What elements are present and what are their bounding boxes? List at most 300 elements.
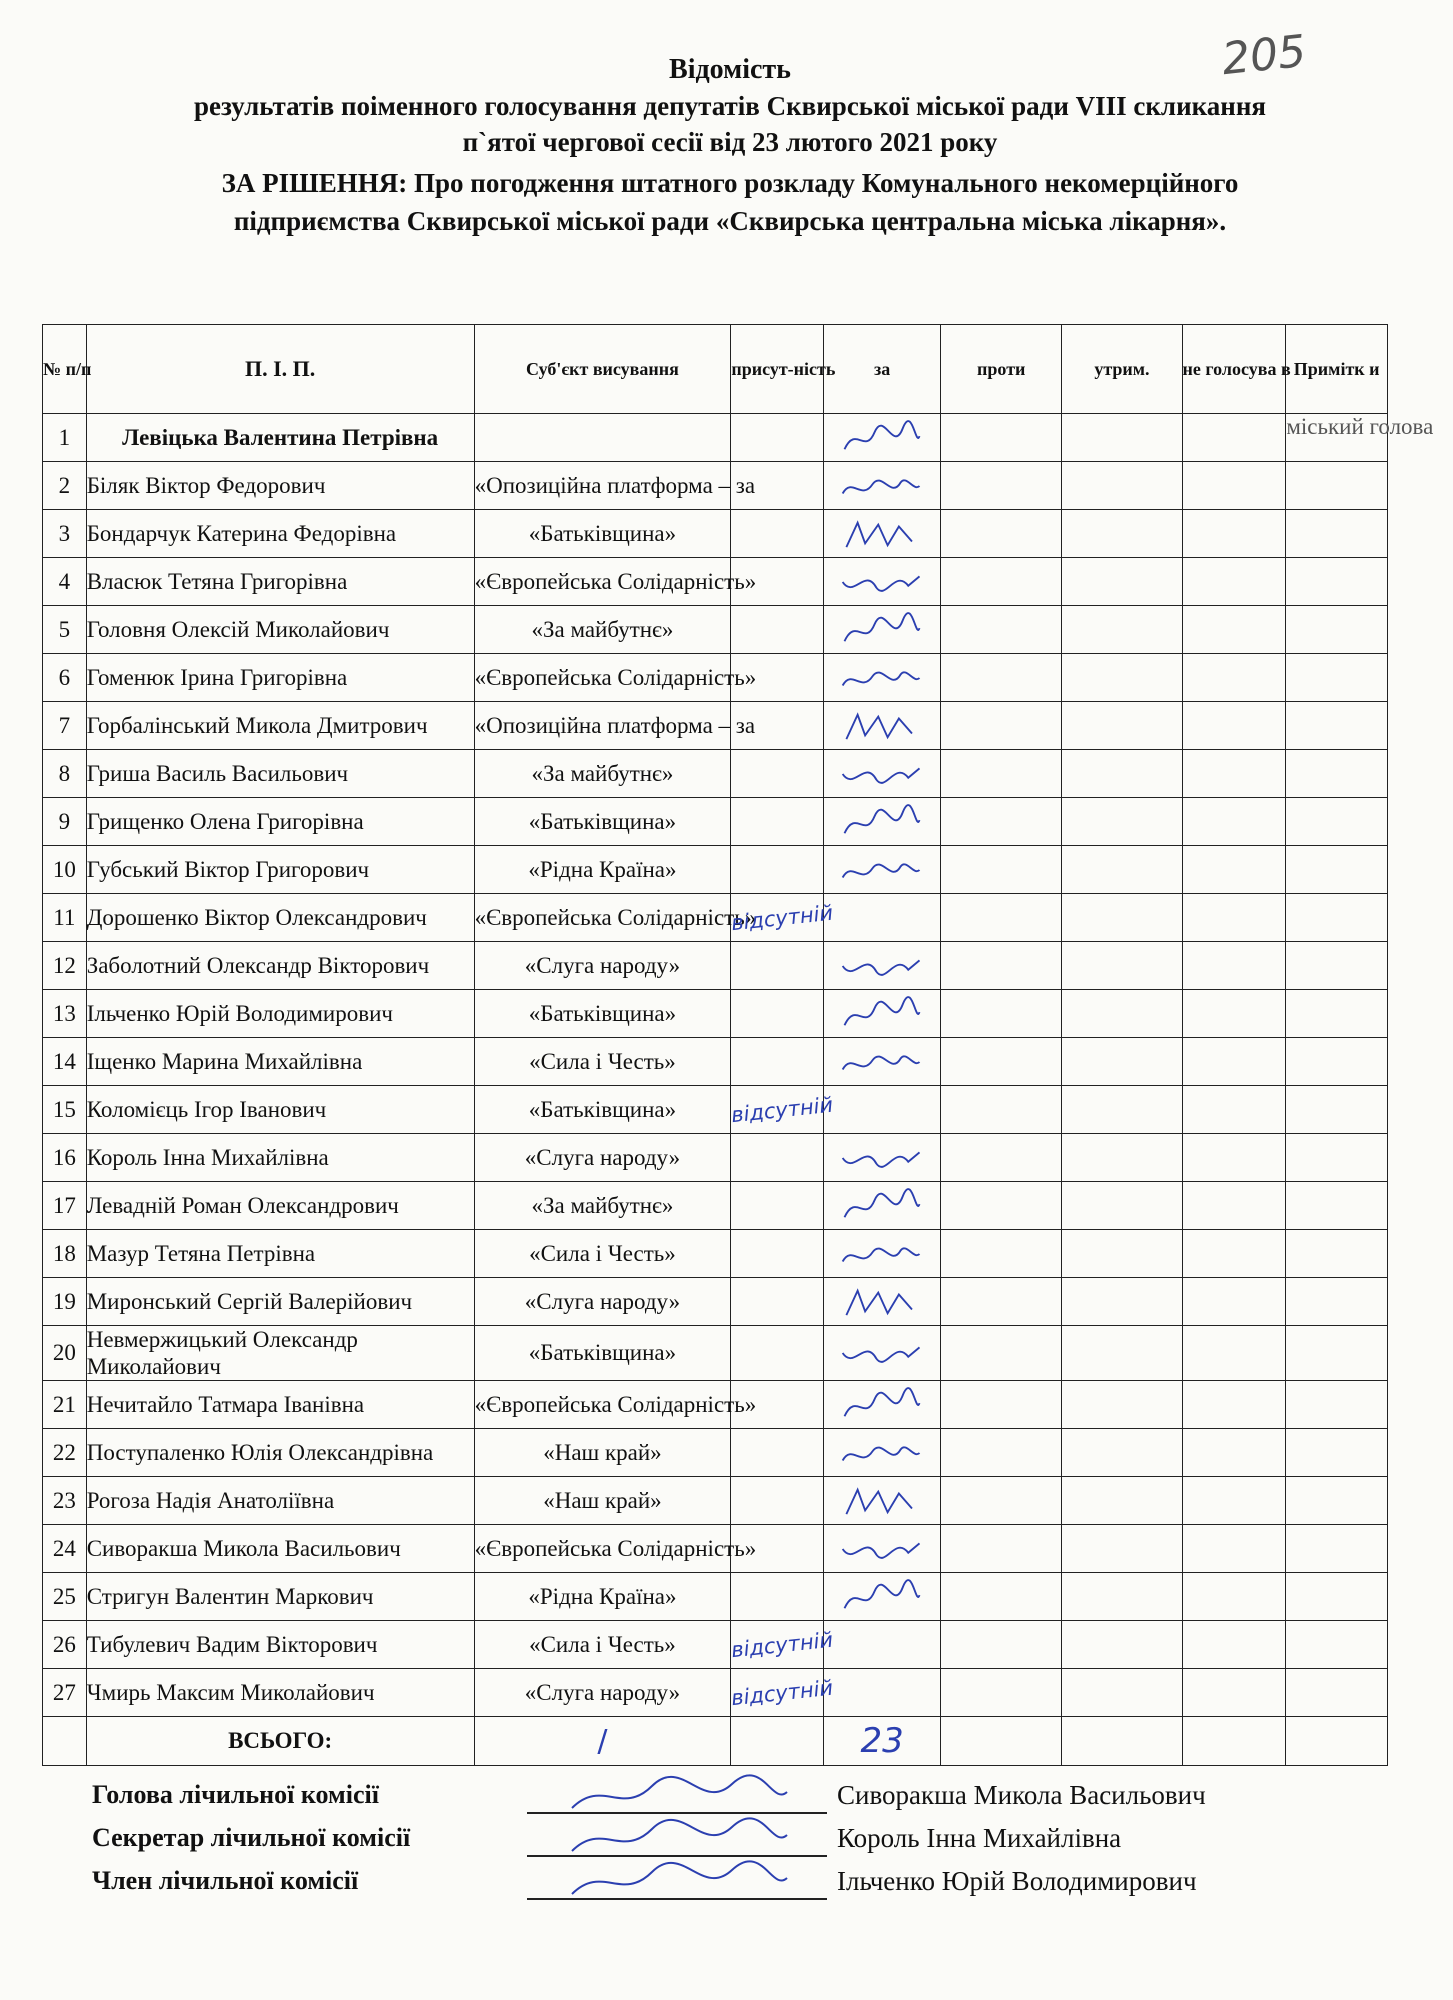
row-number: 27 (43, 1669, 87, 1717)
commission-role: Член лічильної комісії (92, 1866, 359, 1895)
deputy-name: Нечитайло Татмара Іванівна (86, 1381, 474, 1429)
row-number: 10 (43, 846, 87, 894)
for-cell (824, 1477, 941, 1525)
deputy-party: «Опозиційна платформа – за (474, 462, 731, 510)
row-number: 15 (43, 1086, 87, 1134)
decision-line-1: ЗА РІШЕННЯ: Про погодження штатного розкладу Комунального некомерційного (221, 168, 1239, 198)
row-number: 8 (43, 750, 87, 798)
note-cell (1286, 1038, 1388, 1086)
for-cell (824, 1669, 941, 1717)
table-row (43, 1278, 1388, 1326)
abstain-cell (1062, 654, 1182, 702)
table-row (43, 1429, 1388, 1477)
abstain-cell (1062, 1573, 1182, 1621)
signature-mark (837, 1577, 927, 1617)
table-row (43, 846, 1388, 894)
signature-mark (837, 850, 927, 890)
deputy-name: Власюк Тетяна Григорівна (86, 558, 474, 606)
for-cell (824, 846, 941, 894)
present-cell (731, 1134, 824, 1182)
signature-mark (837, 562, 927, 602)
table-row (43, 894, 1388, 942)
deputy-name: Дорошенко Віктор Олександрович (86, 894, 474, 942)
deputy-party (474, 414, 731, 462)
deputy-name: Іщенко Марина Михайлівна (86, 1038, 474, 1086)
decision-line-2: підприємства Сквирської міської ради «Сквирська центральна міська лікарня». (233, 206, 1227, 236)
row-number: 22 (43, 1429, 87, 1477)
abstain-cell (1062, 1086, 1182, 1134)
table-row (43, 558, 1388, 606)
abstain-cell (1062, 846, 1182, 894)
signature-mark (837, 802, 927, 842)
present-cell (731, 414, 824, 462)
table-row (43, 414, 1388, 462)
commission-role: Голова лічильної комісії (92, 1780, 379, 1809)
present-cell (731, 510, 824, 558)
abstain-cell (1062, 942, 1182, 990)
table-row (43, 510, 1388, 558)
for-cell (824, 1230, 941, 1278)
row-number: 14 (43, 1038, 87, 1086)
for-cell (824, 942, 941, 990)
total-notes-cell (1286, 1717, 1388, 1766)
for-cell (824, 1381, 941, 1429)
note-cell (1286, 798, 1388, 846)
for-cell (824, 414, 941, 462)
against-cell (941, 1381, 1062, 1429)
for-cell (824, 462, 941, 510)
row-number: 24 (43, 1525, 87, 1573)
against-cell (941, 1477, 1062, 1525)
total-against-cell (941, 1717, 1062, 1766)
total-subject-cell (474, 1717, 731, 1766)
table-row (43, 1477, 1388, 1525)
not-voted-cell (1182, 1525, 1286, 1573)
deputy-name: Рогоза Надія Анатоліївна (86, 1477, 474, 1525)
for-cell (824, 1038, 941, 1086)
header-for: за (824, 325, 941, 414)
deputy-party: «Європейська Солідарність» (474, 1381, 731, 1429)
header-abstain: утрим. (1062, 325, 1182, 414)
deputy-name: Левіцька Валентина Петрівна (86, 414, 474, 462)
not-voted-cell (1182, 1134, 1286, 1182)
not-voted-cell (1182, 1669, 1286, 1717)
not-voted-cell (1182, 894, 1286, 942)
note-cell (1286, 1230, 1388, 1278)
note-cell (1286, 1134, 1388, 1182)
signature-mark (837, 1138, 927, 1178)
against-cell (941, 942, 1062, 990)
session-line: п`ятої чергової сесії від 23 лютого 2021 року (462, 127, 998, 157)
table-row (43, 750, 1388, 798)
deputy-party: «Сила і Честь» (474, 1230, 731, 1278)
not-voted-cell (1182, 1230, 1286, 1278)
table-row (43, 1573, 1388, 1621)
for-cell (824, 702, 941, 750)
note-cell (1286, 654, 1388, 702)
row-number: 26 (43, 1621, 87, 1669)
absent-mark: відсутній (730, 1627, 835, 1662)
not-voted-cell (1182, 1381, 1286, 1429)
present-cell (730, 1086, 835, 1134)
row-number: 13 (43, 990, 87, 1038)
deputy-party: «Слуга народу» (474, 1278, 731, 1326)
table-row (43, 1038, 1388, 1086)
row-number: 20 (43, 1326, 87, 1381)
abstain-cell (1062, 510, 1182, 558)
abstain-cell (1062, 1621, 1182, 1669)
deputy-name: Головня Олексій Миколайович (86, 606, 474, 654)
not-voted-cell (1182, 1278, 1286, 1326)
commission-member-name: Король Інна Михайлівна (837, 1823, 1122, 1853)
abstain-cell (1062, 702, 1182, 750)
against-cell (941, 414, 1062, 462)
table-row (43, 702, 1388, 750)
for-cell (824, 1086, 941, 1134)
commission-member-name: Сиворакша Микола Васильович (837, 1780, 1206, 1810)
deputy-party: «Слуга народу» (474, 1134, 731, 1182)
not-voted-cell (1182, 510, 1286, 558)
abstain-cell (1062, 1278, 1182, 1326)
document-title: Відомість (669, 54, 791, 85)
against-cell (941, 558, 1062, 606)
document-subtitle: результатів поіменного голосування депутатів Сквирської міської ради VIII скликання (193, 91, 1267, 121)
against-cell (941, 654, 1062, 702)
note-cell (1286, 558, 1388, 606)
abstain-cell (1062, 1326, 1182, 1381)
commission-member-name: Ільченко Юрій Володимирович (837, 1866, 1197, 1896)
page-number: 205 (1219, 25, 1309, 86)
note-cell (1286, 1182, 1388, 1230)
signature-mark (837, 610, 927, 650)
table-row (43, 798, 1388, 846)
note-cell (1286, 606, 1388, 654)
signature-mark (837, 418, 927, 458)
present-cell (731, 1038, 824, 1086)
table-row (43, 462, 1388, 510)
note-cell (1286, 1381, 1388, 1429)
deputy-party: «За майбутнє» (474, 750, 731, 798)
total-label: ВСЬОГО: (86, 1717, 474, 1766)
commission-signature (562, 1772, 792, 1820)
table-header-row (43, 325, 1388, 414)
note-cell: міський голова (1286, 414, 1388, 462)
note-cell (1286, 702, 1388, 750)
table-row (43, 1230, 1388, 1278)
against-cell (941, 510, 1062, 558)
total-not-voted-cell (1182, 1717, 1286, 1766)
counting-commission (92, 1780, 1412, 1909)
deputy-name: Мазур Тетяна Петрівна (86, 1230, 474, 1278)
deputy-name: Сиворакша Микола Васильович (86, 1525, 474, 1573)
commission-member (92, 1866, 1412, 1909)
row-number: 3 (43, 510, 87, 558)
present-cell (731, 1477, 824, 1525)
abstain-cell (1062, 414, 1182, 462)
table-row (43, 1134, 1388, 1182)
row-number: 16 (43, 1134, 87, 1182)
row-number: 18 (43, 1230, 87, 1278)
signature-mark (837, 514, 927, 554)
deputy-party: «Наш край» (474, 1477, 731, 1525)
for-cell (824, 1326, 941, 1381)
note-cell (1286, 1621, 1388, 1669)
against-cell (941, 1038, 1062, 1086)
voting-table (42, 324, 1434, 1766)
table-row (43, 1381, 1388, 1429)
note-cell (1286, 1669, 1388, 1717)
deputy-name: Ільченко Юрій Володимирович (86, 990, 474, 1038)
note-cell (1286, 1429, 1388, 1477)
total-present-mark: / (597, 1723, 608, 1759)
deputy-name: Горбалінський Микола Дмитрович (86, 702, 474, 750)
table-row (43, 654, 1388, 702)
deputy-name: Гоменюк Ірина Григорівна (86, 654, 474, 702)
signature-mark (837, 1333, 927, 1373)
not-voted-cell (1182, 702, 1286, 750)
deputy-party: «Батьківщина» (474, 1086, 731, 1134)
against-cell (941, 606, 1062, 654)
row-number: 17 (43, 1182, 87, 1230)
not-voted-cell (1182, 1038, 1286, 1086)
signature-mark (837, 946, 927, 986)
abstain-cell (1062, 750, 1182, 798)
for-cell (824, 750, 941, 798)
deputy-name: Грищенко Олена Григорівна (86, 798, 474, 846)
table-row (43, 606, 1388, 654)
note-cell (1286, 750, 1388, 798)
abstain-cell (1062, 1038, 1182, 1086)
note-cell (1286, 1278, 1388, 1326)
not-voted-cell (1182, 846, 1286, 894)
row-number: 7 (43, 702, 87, 750)
against-cell (941, 702, 1062, 750)
deputy-name: Чмирь Максим Миколайович (86, 1669, 474, 1717)
signature-mark (837, 706, 927, 746)
absent-mark: відсутній (730, 900, 835, 935)
row-number: 9 (43, 798, 87, 846)
deputy-name: Стригун Валентин Маркович (86, 1573, 474, 1621)
deputy-party: «Слуга народу» (474, 942, 731, 990)
table-row (43, 1669, 1388, 1717)
signature-mark (837, 1186, 927, 1226)
absent-mark: відсутній (730, 1675, 835, 1710)
deputy-name: Поступаленко Юлія Олександрівна (86, 1429, 474, 1477)
commission-role: Секретар лічильної комісії (92, 1823, 411, 1852)
abstain-cell (1062, 1182, 1182, 1230)
deputy-name: Коломієць Ігор Іванович (86, 1086, 474, 1134)
not-voted-cell (1182, 1429, 1286, 1477)
deputy-party: «Батьківщина» (474, 990, 731, 1038)
header-num: № п/п (43, 325, 87, 414)
note-cell (1286, 1573, 1388, 1621)
abstain-cell (1062, 1669, 1182, 1717)
total-abstain-cell (1062, 1717, 1182, 1766)
signature-mark (837, 1282, 927, 1322)
against-cell (941, 798, 1062, 846)
note-cell (1286, 990, 1388, 1038)
abstain-cell (1062, 1134, 1182, 1182)
abstain-cell (1062, 1429, 1182, 1477)
deputy-party: «Рідна Країна» (474, 846, 731, 894)
abstain-cell (1062, 1381, 1182, 1429)
row-number: 23 (43, 1477, 87, 1525)
header-pip: П. І. П. (86, 325, 474, 414)
present-cell (731, 1429, 824, 1477)
header-notes: Примітк и (1286, 325, 1388, 414)
deputy-name: Король Інна Михайлівна (86, 1134, 474, 1182)
not-voted-cell (1182, 1477, 1286, 1525)
abstain-cell (1062, 1525, 1182, 1573)
document-header (60, 52, 1400, 240)
abstain-cell (1062, 462, 1182, 510)
abstain-cell (1062, 990, 1182, 1038)
deputy-name: Губський Віктор Григорович (86, 846, 474, 894)
table-row (43, 1525, 1388, 1573)
not-voted-cell (1182, 1573, 1286, 1621)
not-voted-cell (1182, 1621, 1286, 1669)
against-cell (941, 1525, 1062, 1573)
for-cell (824, 606, 941, 654)
table-row (43, 942, 1388, 990)
abstain-cell (1062, 798, 1182, 846)
against-cell (941, 1429, 1062, 1477)
for-cell (824, 798, 941, 846)
deputy-name: Заболотний Олександр Вікторович (86, 942, 474, 990)
against-cell (941, 462, 1062, 510)
present-cell (731, 750, 824, 798)
present-cell (730, 1621, 835, 1669)
not-voted-cell (1182, 558, 1286, 606)
not-voted-cell (1182, 1182, 1286, 1230)
deputy-name: Тибулевич Вадим Вікторович (86, 1621, 474, 1669)
abstain-cell (1062, 1477, 1182, 1525)
commission-signature (562, 1858, 792, 1906)
deputy-party: «Рідна Країна» (474, 1573, 731, 1621)
table-row (43, 990, 1388, 1038)
table-row (43, 1621, 1388, 1669)
not-voted-cell (1182, 750, 1286, 798)
signature-mark (837, 1529, 927, 1569)
deputy-party: «Опозиційна платформа – за (474, 702, 731, 750)
deputy-party: «Сила і Честь» (474, 1621, 731, 1669)
present-cell (730, 894, 835, 942)
total-present-cell (731, 1717, 824, 1766)
row-number: 6 (43, 654, 87, 702)
note-cell (1286, 1086, 1388, 1134)
present-cell (731, 1230, 824, 1278)
present-cell (731, 846, 824, 894)
row-number: 5 (43, 606, 87, 654)
against-cell (941, 1230, 1062, 1278)
against-cell (941, 1573, 1062, 1621)
not-voted-cell (1182, 942, 1286, 990)
row-number: 25 (43, 1573, 87, 1621)
against-cell (941, 1669, 1062, 1717)
present-cell (731, 1326, 824, 1381)
header-subject: Суб'єкт висування (474, 325, 731, 414)
not-voted-cell (1182, 606, 1286, 654)
for-cell (824, 1278, 941, 1326)
total-for-value: 23 (860, 1721, 904, 1761)
note-cell (1286, 1525, 1388, 1573)
for-cell (824, 1621, 941, 1669)
note-cell (1286, 1477, 1388, 1525)
present-cell (731, 606, 824, 654)
deputy-name: Бондарчук Катерина Федорівна (86, 510, 474, 558)
signature-mark (837, 658, 927, 698)
present-cell (731, 990, 824, 1038)
total-for-cell (824, 1717, 941, 1766)
for-cell (824, 990, 941, 1038)
against-cell (941, 846, 1062, 894)
deputy-party: «Європейська Солідарність» (474, 1525, 731, 1573)
not-voted-cell (1182, 798, 1286, 846)
present-cell (731, 1573, 824, 1621)
row-number: 2 (43, 462, 87, 510)
deputy-party: «Європейська Солідарність» (474, 894, 731, 942)
note-cell (1286, 462, 1388, 510)
commission-signature (562, 1815, 792, 1863)
against-cell (941, 1182, 1062, 1230)
header-not-voted: не голосува в (1182, 325, 1286, 414)
deputy-party: «Батьківщина» (474, 1326, 731, 1381)
abstain-cell (1062, 606, 1182, 654)
signature-mark (837, 994, 927, 1034)
not-voted-cell (1182, 462, 1286, 510)
abstain-cell (1062, 894, 1182, 942)
header-present: присут-ність (731, 325, 824, 414)
deputy-party: «Батьківщина» (474, 798, 731, 846)
deputy-name: Невмержицький Олександр Миколайович (86, 1326, 474, 1381)
signature-mark (837, 1481, 927, 1521)
for-cell (824, 1573, 941, 1621)
table-row (43, 1182, 1388, 1230)
for-cell (824, 510, 941, 558)
row-number: 11 (43, 894, 87, 942)
against-cell (941, 1278, 1062, 1326)
for-cell (824, 1134, 941, 1182)
signature-mark (837, 1433, 927, 1473)
signature-mark (837, 754, 927, 794)
deputy-party: «Європейська Солідарність» (474, 654, 731, 702)
deputy-name: Левадній Роман Олександрович (86, 1182, 474, 1230)
abstain-cell (1062, 1230, 1182, 1278)
not-voted-cell (1182, 1086, 1286, 1134)
deputy-name: Миронський Сергій Валерійович (86, 1278, 474, 1326)
note-cell (1286, 894, 1388, 942)
absent-mark: відсутній (730, 1092, 835, 1127)
row-number: 12 (43, 942, 87, 990)
against-cell (941, 1621, 1062, 1669)
abstain-cell (1062, 558, 1182, 606)
not-voted-cell (1182, 414, 1286, 462)
for-cell (824, 558, 941, 606)
for-cell (824, 894, 941, 942)
table-row (43, 1326, 1388, 1381)
against-cell (941, 750, 1062, 798)
header-against: проти (941, 325, 1062, 414)
total-empty-cell (43, 1717, 87, 1766)
row-number: 21 (43, 1381, 87, 1429)
signature-mark (837, 466, 927, 506)
total-row (43, 1717, 1388, 1766)
present-cell (731, 798, 824, 846)
present-cell (731, 1278, 824, 1326)
not-voted-cell (1182, 1326, 1286, 1381)
deputy-name: Гриша Василь Васильович (86, 750, 474, 798)
against-cell (941, 1134, 1062, 1182)
